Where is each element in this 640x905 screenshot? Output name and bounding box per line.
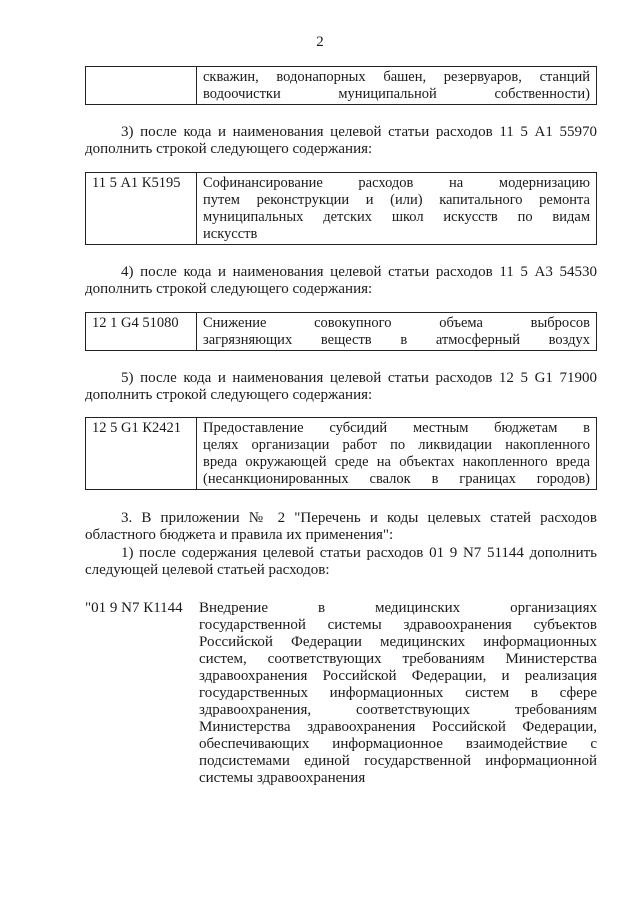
table-code-cell: 12 1 G4 51080	[86, 313, 197, 351]
table-code-cell	[86, 67, 197, 105]
table-description-cell	[197, 67, 597, 105]
description-line: здравоохранения, соответствующих требованиям	[199, 702, 597, 718]
description-line: Софинансирование расходов на модернизацию	[203, 175, 590, 191]
description-line: систем, соответствующих требованиям Министерства	[199, 651, 597, 667]
description-line: Внедрение в медицинских организациях	[199, 600, 597, 616]
table-row	[86, 173, 597, 245]
paragraph-line: дополнить строкой следующего содержания:	[85, 281, 373, 297]
table-description-cell	[197, 418, 597, 490]
paragraph-line: следующей целевой статьей расходов:	[85, 562, 330, 578]
paragraph-item-4	[85, 264, 597, 298]
code-table-3	[85, 312, 597, 351]
description-line: Министерства здравоохранения Российской Федерации,	[199, 719, 597, 735]
paragraph-item-3	[85, 124, 597, 158]
description-line: водоочистки муниципальной собственности)	[203, 86, 590, 102]
description-line: скважин, водонапорных башен, резервуаров, станций	[203, 69, 590, 85]
code-table-4	[85, 417, 597, 490]
table-row	[86, 67, 597, 105]
code-table-1	[85, 66, 597, 105]
table-row	[86, 313, 597, 351]
description-line: подсистемами единой государственной информационной	[199, 753, 597, 769]
description-line: целях организации работ по ликвидации накопленного	[203, 437, 590, 453]
code-table-2	[85, 172, 597, 245]
description-line: путем реконструкции и (или) капитального ремонта	[203, 192, 590, 208]
paragraph-line: областного бюджета и правила их применения":	[85, 527, 394, 543]
table-row	[86, 418, 597, 490]
table-description-cell	[197, 313, 597, 351]
paragraph-section-3-item-1	[85, 545, 597, 579]
paragraph-line: 5) после кода и наименования целевой статьи расходов 12 5 G1 71900	[121, 370, 597, 386]
paragraph-line: дополнить строкой следующего содержания:	[85, 141, 373, 157]
description-line: муниципальных детских школ искусств по видам	[203, 209, 590, 225]
description-line: загрязняющих веществ в атмосферный воздух	[203, 332, 590, 348]
paragraph-item-5	[85, 370, 597, 404]
description-line: (несанкционированных свалок в границах городов)	[203, 471, 590, 487]
page-number: 2	[316, 34, 324, 50]
paragraph-line: дополнить строкой следующего содержания:	[85, 387, 373, 403]
description-line: здравоохранения Российской Федерации, и реализация	[199, 668, 597, 684]
description-line: вреда окружающей среде на объектах накопленного вреда	[203, 454, 590, 470]
paragraph-line: 1) после содержания целевой статьи расходов 01 9 N7 51144 дополнить	[121, 545, 597, 561]
description-line: системы здравоохранения	[199, 770, 366, 786]
table-code-cell: 11 5 А1 К5195	[86, 173, 197, 245]
description-line: обеспечивающих информационное взаимодействие с	[199, 736, 597, 752]
description-line: Предоставление субсидий местным бюджетам в	[203, 420, 590, 436]
entry-description	[199, 600, 597, 787]
paragraph-line: 3) после кода и наименования целевой статьи расходов 11 5 А1 55970	[121, 124, 597, 140]
description-line: Снижение совокупного объема выбросов	[203, 315, 590, 331]
entry-code: "01 9 N7 К1144	[85, 600, 183, 616]
description-line: искусств	[203, 226, 258, 242]
description-line: государственной системы здравоохранения субъектов	[199, 617, 597, 633]
table-code-cell: 12 5 G1 К2421	[86, 418, 197, 490]
paragraph-line: 4) после кода и наименования целевой статьи расходов 11 5 А3 54530	[121, 264, 597, 280]
description-line: Российской Федерации медицинских информационных	[199, 634, 597, 650]
table-description-cell	[197, 173, 597, 245]
paragraph-section-3	[85, 510, 597, 544]
paragraph-line: 3. В приложении № 2 "Перечень и коды целевых статей расходов	[121, 510, 597, 526]
description-line: государственных информационных систем в сфере	[199, 685, 597, 701]
